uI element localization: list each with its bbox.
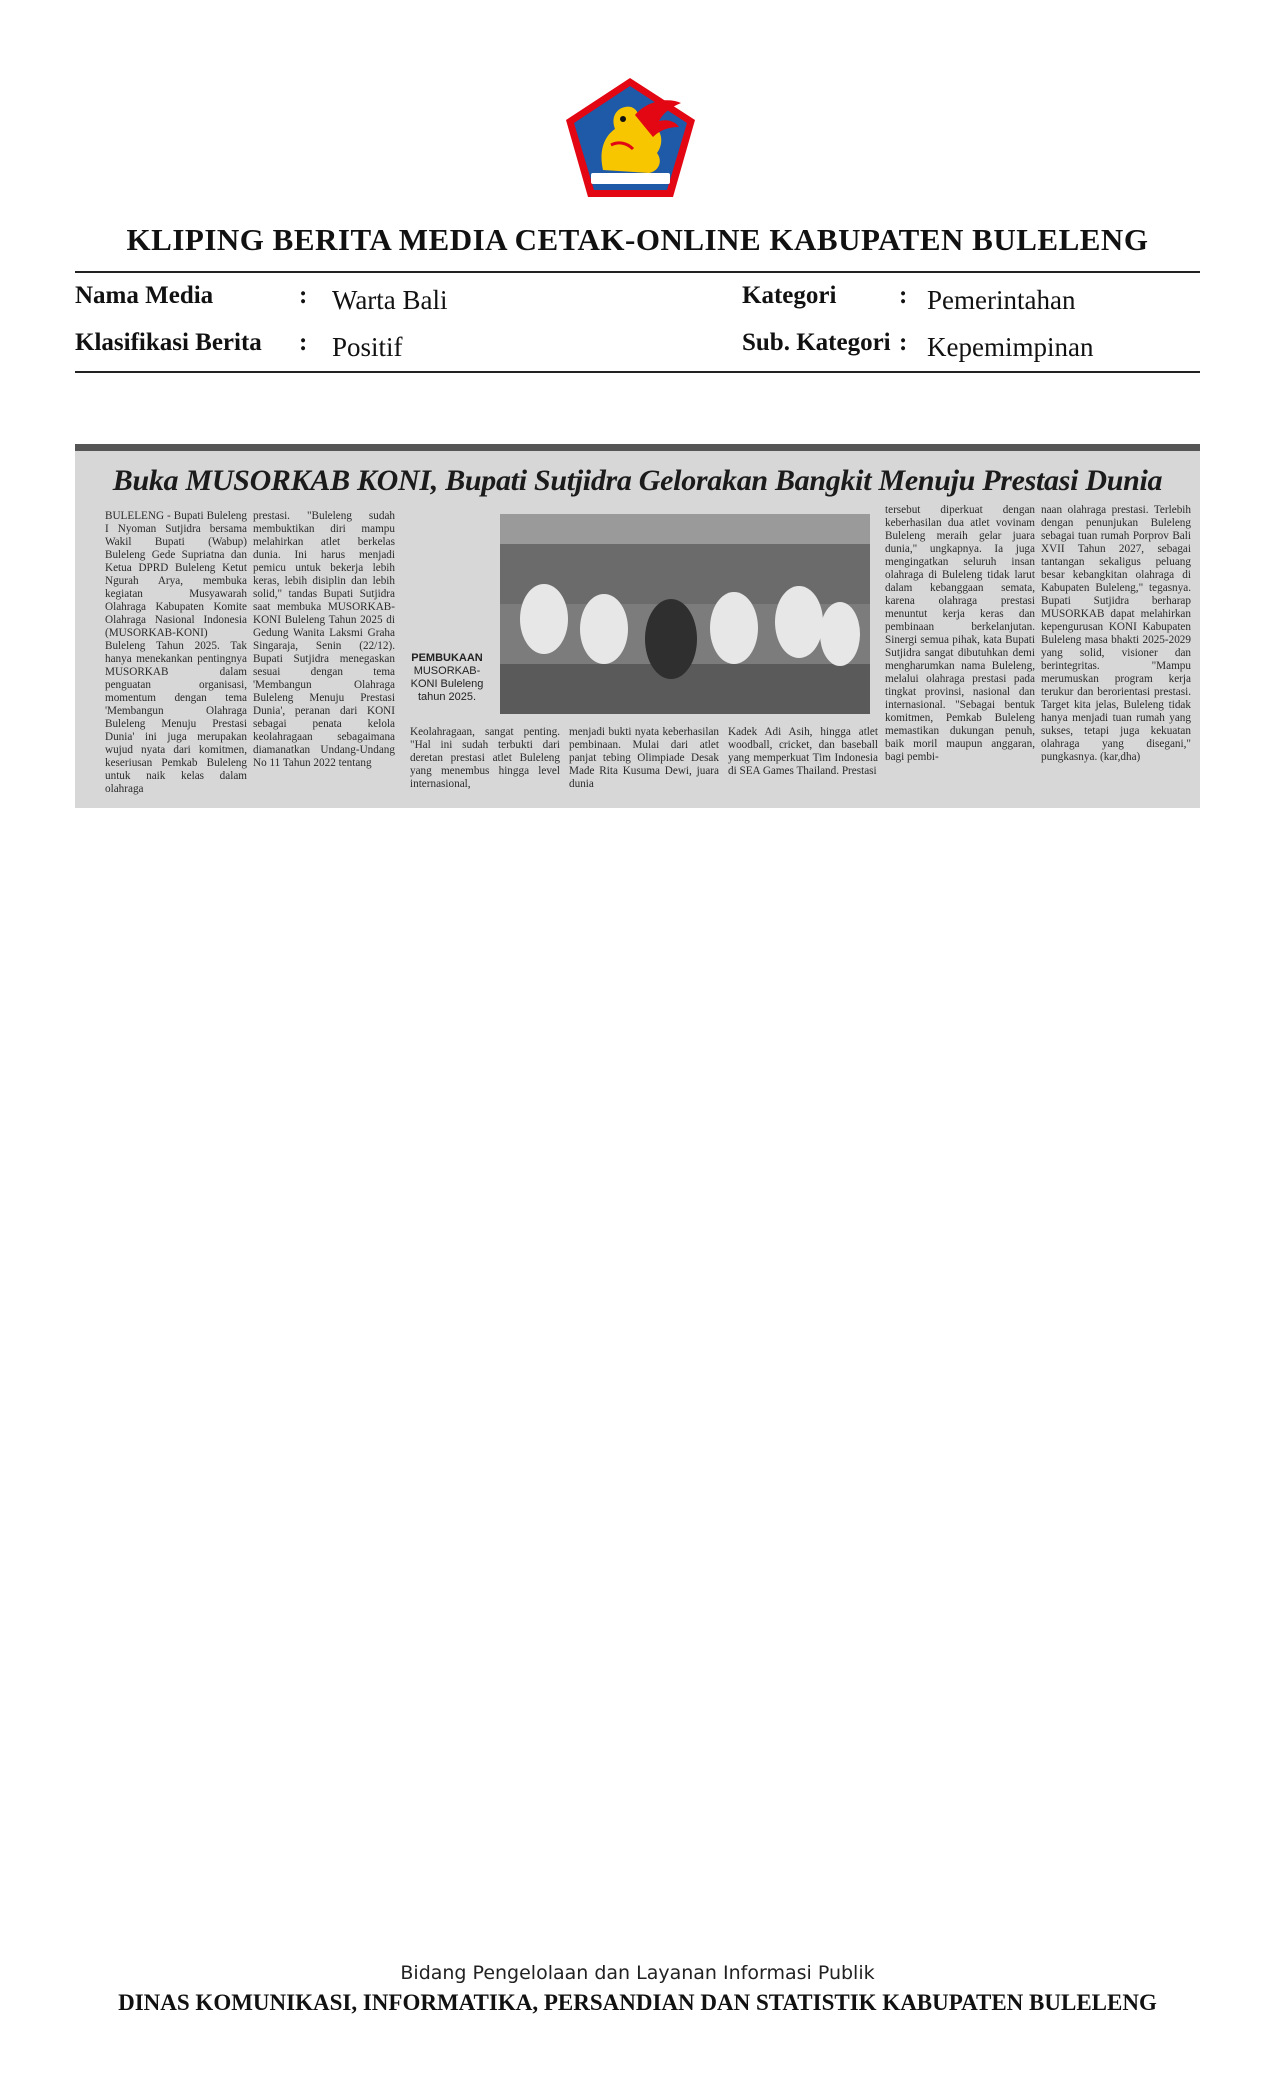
newspaper-clipping — [75, 444, 1200, 808]
footer-division: Bidang Pengelolaan dan Layanan Informasi Publik — [400, 1962, 875, 1984]
document-title: KLIPING BERITA MEDIA CETAK-ONLINE KABUPATEN BULELENG — [126, 222, 1149, 257]
article-column-2: prestasi. "Buleleng sudah membuktikan diri mampu melahirkan atlet berkelas dunia. Ini harus menjadi pemicu untuk bekerja lebih keras, lebih disiplin dan lebih solid," tandas Bupati Sutjidra saat membuka MUSORKAB-KONI Buleleng Tahun 2025 di Gedung Wanita Laksmi Graha Singaraja, Senin (22/12). Bupati Sutjidra menegaskan sesuai dengan tema 'Membangun Olahraga Buleleng Menuju Prestasi Dunia', peranan dari KONI sebagai penata kelola keolahragaan sebagaimana diamanatkan Undang-Undang No 11 Tahun 2022 tentang — [253, 510, 395, 769]
photo-figure — [645, 599, 697, 679]
article-column-1: BULELENG - Bupati Buleleng I Nyoman Sutjidra bersama Wakil Bupati (Wabup) Buleleng Gede Supriatna dan Ketua DPRD Buleleng Ketut Ngurah Arya, membuka kegiatan Musyawarah Olahraga Kabupaten Komite Olahraga Nasional Indonesia (MUSORKAB-KONI) Buleleng Tahun 2025. Tak hanya menekankan pentingnya MUSORKAB dalam penguatan organisasi, momentum dengan tema 'Membangun Olahraga Buleleng Menuju Prestasi Dunia' ini juga merupakan wujud nyata dari komitmen, keseriusan Pemkab Buleleng untuk naik kelas dalam olahraga — [105, 510, 247, 795]
photo-figure — [580, 594, 628, 664]
media-value: Warta Bali — [332, 285, 448, 315]
clipping-top-rule — [75, 444, 1200, 451]
article-column-4: menjadi bukti nyata keberhasilan pembinaan. Mulai dari atlet panjat tebing Olimpiade Desak Made Rita Kusuma Dewi, juara dunia — [569, 726, 719, 790]
subkategori-colon: : — [899, 329, 908, 356]
article-column-7: naan olahraga prestasi. Terlebih dengan penunjukan Buleleng sebagai tuan rumah Porprov Bali XVII Tahun 2027, sebagai tantangan sekaligus peluang besar kebangkitan olahraga di Kabupaten Buleleng," tegasnya. Bupati Sutjidra berharap MUSORKAB dapat melahirkan kepengurusan KONI Kabupaten Buleleng masa bhakti 2025-2029 yang solid, visioner dan berintegritas. "Mampu merumuskan program kerja terukur dan berorientasi prestasi. Target kita jelas, Buleleng tidak hanya menjadi tuan rumah yang sukses, tetapi juga kekuatan olahraga yang disegani," pungkasnya. (kar,dha) — [1041, 504, 1191, 763]
photo-caption-title: PEMBUKAAN — [411, 652, 483, 664]
kategori-label: Kategori — [742, 282, 837, 309]
media-colon: : — [299, 282, 308, 309]
photo-figure — [520, 584, 568, 654]
klasifikasi-label: Klasifikasi Berita — [75, 329, 262, 356]
footer-agency: DINAS KOMUNIKASI, INFORMATIKA, PERSANDIAN DAN STATISTIK KABUPATEN BULELENG — [118, 1990, 1157, 2015]
photo-caption — [401, 652, 493, 704]
header-divider-bottom — [75, 371, 1200, 373]
photo-figure — [820, 602, 860, 666]
photo-caption-body: MUSORKAB-KONI Buleleng tahun 2025. — [410, 665, 484, 703]
media-label: Nama Media — [75, 282, 214, 309]
lion-emblem-icon — [563, 75, 698, 200]
article-column-6: tersebut diperkuat dengan keberhasilan dua atlet vovinam Buleleng meraih gelar juara dunia," ungkapnya. Ia juga mengingatkan seluruh insan olahraga di Buleleng tidak larut dalam kebanggaan semata, karena olahraga prestasi menuntut kerja keras dan pembinaan berkelanjutan. Sinergi semua pihak, kata Bupati Sutjidra sangat dibutuhkan demi mengharumkan nama Buleleng, melalui olahraga prestasi pada tingkat provinsi, nasional dan internasional. "Sebagai bentuk komitmen, Pemkab Buleleng memastikan dukungan penuh, baik moril maupun anggaran, bagi pembi- — [885, 504, 1035, 763]
photo-figure — [775, 586, 823, 658]
clipping-headline: Buka MUSORKAB KONI, Bupati Sutjidra Gelorakan Bangkit Menuju Prestasi Dunia — [112, 464, 1163, 497]
photo-figure — [710, 592, 758, 664]
event-photo — [500, 514, 870, 714]
subkategori-value: Kepemimpinan — [927, 332, 1094, 362]
klasifikasi-value: Positif — [332, 332, 403, 362]
article-column-5: Kadek Adi Asih, hingga atlet woodball, cricket, dan baseball yang memperkuat Tim Indonesia di SEA Games Thailand. Prestasi — [728, 726, 878, 777]
subkategori-label: Sub. Kategori — [742, 329, 891, 356]
kategori-value: Pemerintahan — [927, 285, 1076, 315]
metadata-left — [75, 282, 675, 362]
klasifikasi-colon: : — [299, 329, 308, 356]
buleleng-regency-logo — [563, 75, 698, 200]
header-divider-top — [75, 271, 1200, 273]
metadata-right — [742, 282, 1202, 362]
article-column-3: Keolahragaan, sangat penting. "Hal ini sudah terbukti dari deretan prestasi atlet Buleleng yang menembus hingga level internasional, — [410, 726, 560, 790]
kategori-colon: : — [899, 282, 908, 309]
